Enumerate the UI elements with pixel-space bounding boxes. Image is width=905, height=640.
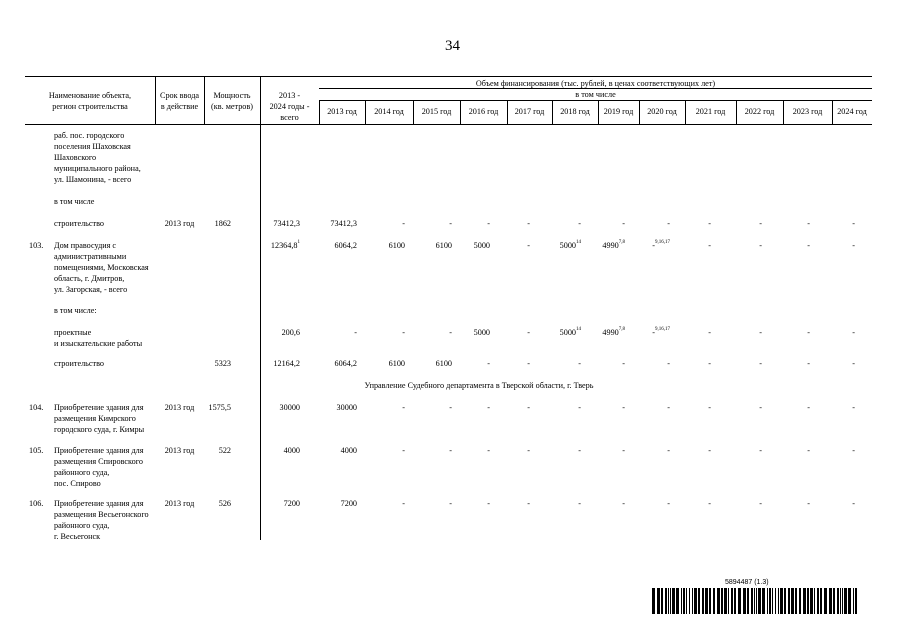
cell-year-value: - bbox=[852, 241, 855, 250]
cell-year-value: - bbox=[708, 403, 711, 412]
barcode-bars bbox=[652, 588, 860, 614]
barcode-bar bbox=[810, 588, 813, 614]
object-name: ул. Загорская, - всего bbox=[54, 285, 128, 294]
object-name: область, г. Дмитров, bbox=[54, 274, 125, 283]
barcode-bar bbox=[784, 588, 786, 614]
cell-year-value: - bbox=[527, 359, 530, 368]
barcode-bar bbox=[855, 588, 857, 614]
object-name: размещения Спировского bbox=[54, 457, 143, 466]
cell-total: 30000 bbox=[279, 403, 300, 412]
header-total-label: всего bbox=[280, 113, 299, 122]
object-name: помещениями, Московская bbox=[54, 263, 149, 272]
barcode-bar bbox=[780, 588, 783, 614]
object-name: муниципального района, bbox=[54, 164, 141, 173]
header-capacity-label: (кв. метров) bbox=[211, 102, 253, 111]
cell-year-value: - bbox=[759, 446, 762, 455]
cell-year-value: 6100 bbox=[388, 359, 405, 368]
object-name: размещения Кимрского bbox=[54, 414, 136, 423]
barcode-bar bbox=[668, 588, 669, 614]
cell-year-value: - bbox=[402, 219, 405, 228]
barcode-bar bbox=[837, 588, 839, 614]
cell-year-value: - bbox=[852, 219, 855, 228]
barcode-bar bbox=[724, 588, 727, 614]
header-year: 2013 год bbox=[327, 107, 357, 116]
cell-year-value: - bbox=[578, 446, 581, 455]
page-number: 34 bbox=[445, 38, 460, 54]
cell-year-value: 6100 bbox=[435, 241, 452, 250]
cell-year-value: - bbox=[622, 219, 625, 228]
barcode-bar bbox=[814, 588, 815, 614]
barcode-bar bbox=[754, 588, 755, 614]
cell-year-value: - bbox=[667, 403, 670, 412]
cell-total: 12364,8$^1$ bbox=[270, 240, 300, 250]
object-name: административными bbox=[54, 252, 127, 261]
object-name: Приобретение здания для bbox=[54, 403, 144, 412]
barcode-bar bbox=[743, 588, 746, 614]
cell-year-value: - bbox=[807, 328, 810, 337]
barcode-bar bbox=[799, 588, 801, 614]
cell-year-value: 4000 bbox=[340, 446, 357, 455]
cell-year-value: - bbox=[527, 219, 530, 228]
cell-year-value: 6064,2 bbox=[334, 359, 357, 368]
cell-year-value: - bbox=[852, 359, 855, 368]
header-year: 2020 год bbox=[647, 107, 677, 116]
header-capacity-label: Мощность bbox=[213, 91, 251, 100]
barcode-bar bbox=[717, 588, 720, 614]
object-name: Шаховского bbox=[54, 153, 97, 162]
cell-year-value: - bbox=[402, 403, 405, 412]
cell-year-value: 6100 bbox=[388, 241, 405, 250]
cell-year-value: - bbox=[487, 499, 490, 508]
cell-total: 12164,2 bbox=[273, 359, 300, 368]
cell-year-value: - bbox=[622, 446, 625, 455]
barcode-bar bbox=[728, 588, 729, 614]
cell-capacity: 526 bbox=[218, 499, 231, 508]
cell-year-value: - bbox=[402, 499, 405, 508]
header-name-label: регион строительства bbox=[52, 102, 128, 111]
barcode-bar bbox=[775, 588, 776, 614]
cell-year-value: - bbox=[852, 403, 855, 412]
cell-year-value: 6064,2 bbox=[334, 241, 357, 250]
table-top-border bbox=[25, 76, 872, 77]
object-name: размещения Весьегонского bbox=[54, 510, 149, 519]
barcode-bar bbox=[848, 588, 851, 614]
barcode-bar bbox=[769, 588, 771, 614]
in-number-label: в том числе bbox=[54, 197, 95, 206]
cell-year-value: - bbox=[807, 359, 810, 368]
barcode-bar bbox=[652, 588, 655, 614]
barcode-bar bbox=[734, 588, 736, 614]
cell-date: 2013 год bbox=[164, 499, 195, 508]
cell-year-value: - bbox=[527, 328, 530, 337]
barcode-bar bbox=[731, 588, 733, 614]
header-rule-including bbox=[319, 100, 872, 101]
barcode-bar bbox=[686, 588, 687, 614]
header-year: 2019 год bbox=[603, 107, 634, 116]
row-number: 105. bbox=[29, 446, 44, 455]
cell-year-value: 7200 bbox=[340, 499, 357, 508]
barcode-bar bbox=[829, 588, 832, 614]
row-number: 104. bbox=[29, 403, 44, 412]
barcode-bar bbox=[702, 588, 704, 614]
header-year: 2016 год bbox=[468, 107, 499, 116]
barcode-bar bbox=[681, 588, 682, 614]
cell-date: 2013 год bbox=[164, 219, 195, 228]
barcode-bar bbox=[791, 588, 794, 614]
cell-year-value: 5000$^{14}$ bbox=[559, 240, 581, 250]
barcode-bar bbox=[672, 588, 675, 614]
header-date-label: в действие bbox=[160, 102, 199, 111]
cell-year-value: - bbox=[578, 403, 581, 412]
cell-year-value: - bbox=[622, 359, 625, 368]
cell-year-value: - bbox=[449, 219, 452, 228]
in-number-label: в том числе: bbox=[54, 306, 97, 315]
header-year: 2014 год bbox=[374, 107, 404, 116]
object-name: городского суда, г. Кимры bbox=[54, 425, 145, 434]
barcode-bar bbox=[709, 588, 711, 614]
barcode-bar bbox=[751, 588, 753, 614]
cell-year-value: - bbox=[527, 241, 530, 250]
cell-year-value: - bbox=[449, 499, 452, 508]
cell-total: 73412,3 bbox=[273, 219, 300, 228]
cell-year-value: - bbox=[449, 446, 452, 455]
object-name: пос. Спирово bbox=[54, 479, 101, 488]
barcode-image bbox=[652, 588, 860, 614]
barcode-bar bbox=[692, 588, 693, 614]
barcode-bar bbox=[756, 588, 757, 614]
cell-year-value: - bbox=[759, 499, 762, 508]
header-year: 2023 год bbox=[792, 107, 823, 116]
cell-year-value: -$^{9,16,17}$ bbox=[652, 240, 670, 250]
cell-year-value: - bbox=[708, 359, 711, 368]
barcode-bar bbox=[844, 588, 847, 614]
barcode-id: 5894487 (1.3) bbox=[725, 579, 769, 586]
barcode-bar bbox=[698, 588, 700, 614]
cell-year-value: 4990$^{7,8}$ bbox=[602, 240, 625, 250]
barcode-bar bbox=[772, 588, 773, 614]
cell-year-value: - bbox=[708, 219, 711, 228]
cell-year-value: - bbox=[759, 359, 762, 368]
cell-year-value: - bbox=[708, 499, 711, 508]
barcode-bar bbox=[747, 588, 749, 614]
cell-year-value: - bbox=[708, 328, 711, 337]
barcode-bar bbox=[665, 588, 667, 614]
cell-capacity: 5323 bbox=[214, 359, 231, 368]
header-name-label: Наименование объекта, bbox=[48, 91, 132, 100]
barcode-bar bbox=[824, 588, 827, 614]
cell-year-value: - bbox=[852, 499, 855, 508]
barcode-bar bbox=[705, 588, 708, 614]
object-name: Приобретение здания для bbox=[54, 499, 144, 508]
cell-year-value: - bbox=[402, 446, 405, 455]
cell-year-value: 5000 bbox=[473, 241, 490, 250]
cell-capacity: 522 bbox=[218, 446, 231, 455]
object-name: г. Весьегонск bbox=[54, 532, 101, 541]
cell-year-value: - bbox=[578, 359, 581, 368]
barcode-bar bbox=[817, 588, 819, 614]
header-total-label: 2024 годы - bbox=[269, 102, 310, 111]
object-name: и изыскательские работы bbox=[54, 339, 143, 348]
object-name: строительство bbox=[54, 219, 105, 228]
cell-year-value: - bbox=[667, 219, 670, 228]
cell-year-value: - bbox=[807, 403, 810, 412]
barcode-bar bbox=[713, 588, 715, 614]
cell-year-value: - bbox=[807, 219, 810, 228]
cell-capacity: 1862 bbox=[214, 219, 231, 228]
barcode-bar bbox=[661, 588, 663, 614]
cell-year-value: 5000 bbox=[473, 328, 490, 337]
barcode-bar bbox=[820, 588, 822, 614]
barcode-bar bbox=[738, 588, 741, 614]
cell-year-value: - bbox=[449, 403, 452, 412]
cell-year-value: - bbox=[578, 219, 581, 228]
section-heading: Управление Судебного департамента в Тверской области, г. Тверь bbox=[364, 381, 594, 390]
barcode-bar bbox=[833, 588, 835, 614]
cell-year-value: - bbox=[487, 403, 490, 412]
row-number: 103. bbox=[29, 241, 44, 250]
barcode-bar bbox=[778, 588, 779, 614]
object-name: проектные bbox=[54, 328, 92, 337]
cell-year-value: - bbox=[759, 219, 762, 228]
header-year: 2015 год bbox=[421, 107, 452, 116]
cell-year-value: - bbox=[852, 328, 855, 337]
barcode-bar bbox=[683, 588, 685, 614]
barcode-bar bbox=[694, 588, 697, 614]
cell-year-value: - bbox=[708, 446, 711, 455]
object-name: поселения Шаховская bbox=[54, 142, 131, 151]
barcode-bar bbox=[788, 588, 790, 614]
cell-year-value: - bbox=[807, 241, 810, 250]
header-year: 2024 год bbox=[837, 107, 867, 116]
object-name: Дом правосудия с bbox=[54, 241, 117, 250]
cell-year-value: - bbox=[402, 328, 405, 337]
barcode-bar bbox=[721, 588, 723, 614]
header-total-label: 2013 - bbox=[278, 91, 301, 100]
cell-year-value: 4990$^{7,8}$ bbox=[602, 327, 625, 337]
cell-total: 200,6 bbox=[281, 328, 300, 337]
object-name: строительство bbox=[54, 359, 105, 368]
barcode-bar bbox=[767, 588, 768, 614]
object-name: районного суда, bbox=[54, 468, 110, 477]
cell-year-value: - bbox=[487, 446, 490, 455]
cell-total: 4000 bbox=[283, 446, 300, 455]
cell-year-value: - bbox=[354, 328, 357, 337]
cell-year-value: - bbox=[667, 446, 670, 455]
barcode-bar bbox=[762, 588, 765, 614]
cell-year-value: - bbox=[487, 219, 490, 228]
cell-year-value: - bbox=[449, 328, 452, 337]
object-name: ул. Шамонина, - всего bbox=[54, 175, 132, 184]
cell-year-value: 5000$^{14}$ bbox=[559, 327, 581, 337]
cell-year-value: - bbox=[667, 359, 670, 368]
barcode-bar bbox=[853, 588, 854, 614]
header-funding-label: Объем финансирования (тыс. рублей, в ценах соответствующих лет) bbox=[475, 79, 716, 88]
object-name: районного суда, bbox=[54, 521, 110, 530]
header-bottom-border bbox=[25, 124, 872, 125]
header-including-label: в том числе bbox=[575, 90, 616, 99]
barcode-bar bbox=[840, 588, 841, 614]
cell-year-value: - bbox=[852, 446, 855, 455]
cell-year-value: - bbox=[807, 499, 810, 508]
cell-year-value: - bbox=[622, 403, 625, 412]
cell-year-value: - bbox=[759, 241, 762, 250]
barcode-bar bbox=[670, 588, 671, 614]
barcode-bar bbox=[676, 588, 679, 614]
cell-year-value: 6100 bbox=[435, 359, 452, 368]
row-number: 106. bbox=[29, 499, 44, 508]
cell-year-value: - bbox=[487, 359, 490, 368]
barcode-bar bbox=[842, 588, 843, 614]
cell-year-value: - bbox=[622, 499, 625, 508]
cell-year-value: - bbox=[807, 446, 810, 455]
cell-year-value: - bbox=[759, 328, 762, 337]
header-year: 2022 год bbox=[744, 107, 775, 116]
cell-year-value: - bbox=[527, 499, 530, 508]
cell-year-value: - bbox=[527, 446, 530, 455]
cell-year-value: - bbox=[708, 241, 711, 250]
barcode-bar bbox=[807, 588, 809, 614]
cell-date: 2013 год bbox=[164, 403, 195, 412]
barcode-bar bbox=[795, 588, 797, 614]
cell-year-value: 30000 bbox=[336, 403, 357, 412]
cell-year-value: - bbox=[759, 403, 762, 412]
cell-year-value: - bbox=[578, 499, 581, 508]
object-name: Приобретение здания для bbox=[54, 446, 144, 455]
header-date-label: Срок ввода bbox=[159, 91, 199, 100]
cell-year-value: - bbox=[527, 403, 530, 412]
header-year: 2018 год bbox=[560, 107, 590, 116]
header-year: 2021 год bbox=[695, 107, 726, 116]
barcode-bar bbox=[657, 588, 660, 614]
object-name: раб. пос. городского bbox=[54, 131, 125, 140]
cell-total: 7200 bbox=[283, 499, 300, 508]
cell-capacity: 1575,5 bbox=[208, 403, 231, 412]
barcode-bar bbox=[803, 588, 806, 614]
cell-date: 2013 год bbox=[164, 446, 195, 455]
cell-year-value: -$^{9,16,17}$ bbox=[652, 327, 670, 337]
cell-year-value: - bbox=[667, 499, 670, 508]
barcode-bar bbox=[689, 588, 690, 614]
header-year: 2017 год bbox=[514, 107, 545, 116]
cell-year-value: 73412,3 bbox=[330, 219, 357, 228]
barcode-bar bbox=[758, 588, 761, 614]
